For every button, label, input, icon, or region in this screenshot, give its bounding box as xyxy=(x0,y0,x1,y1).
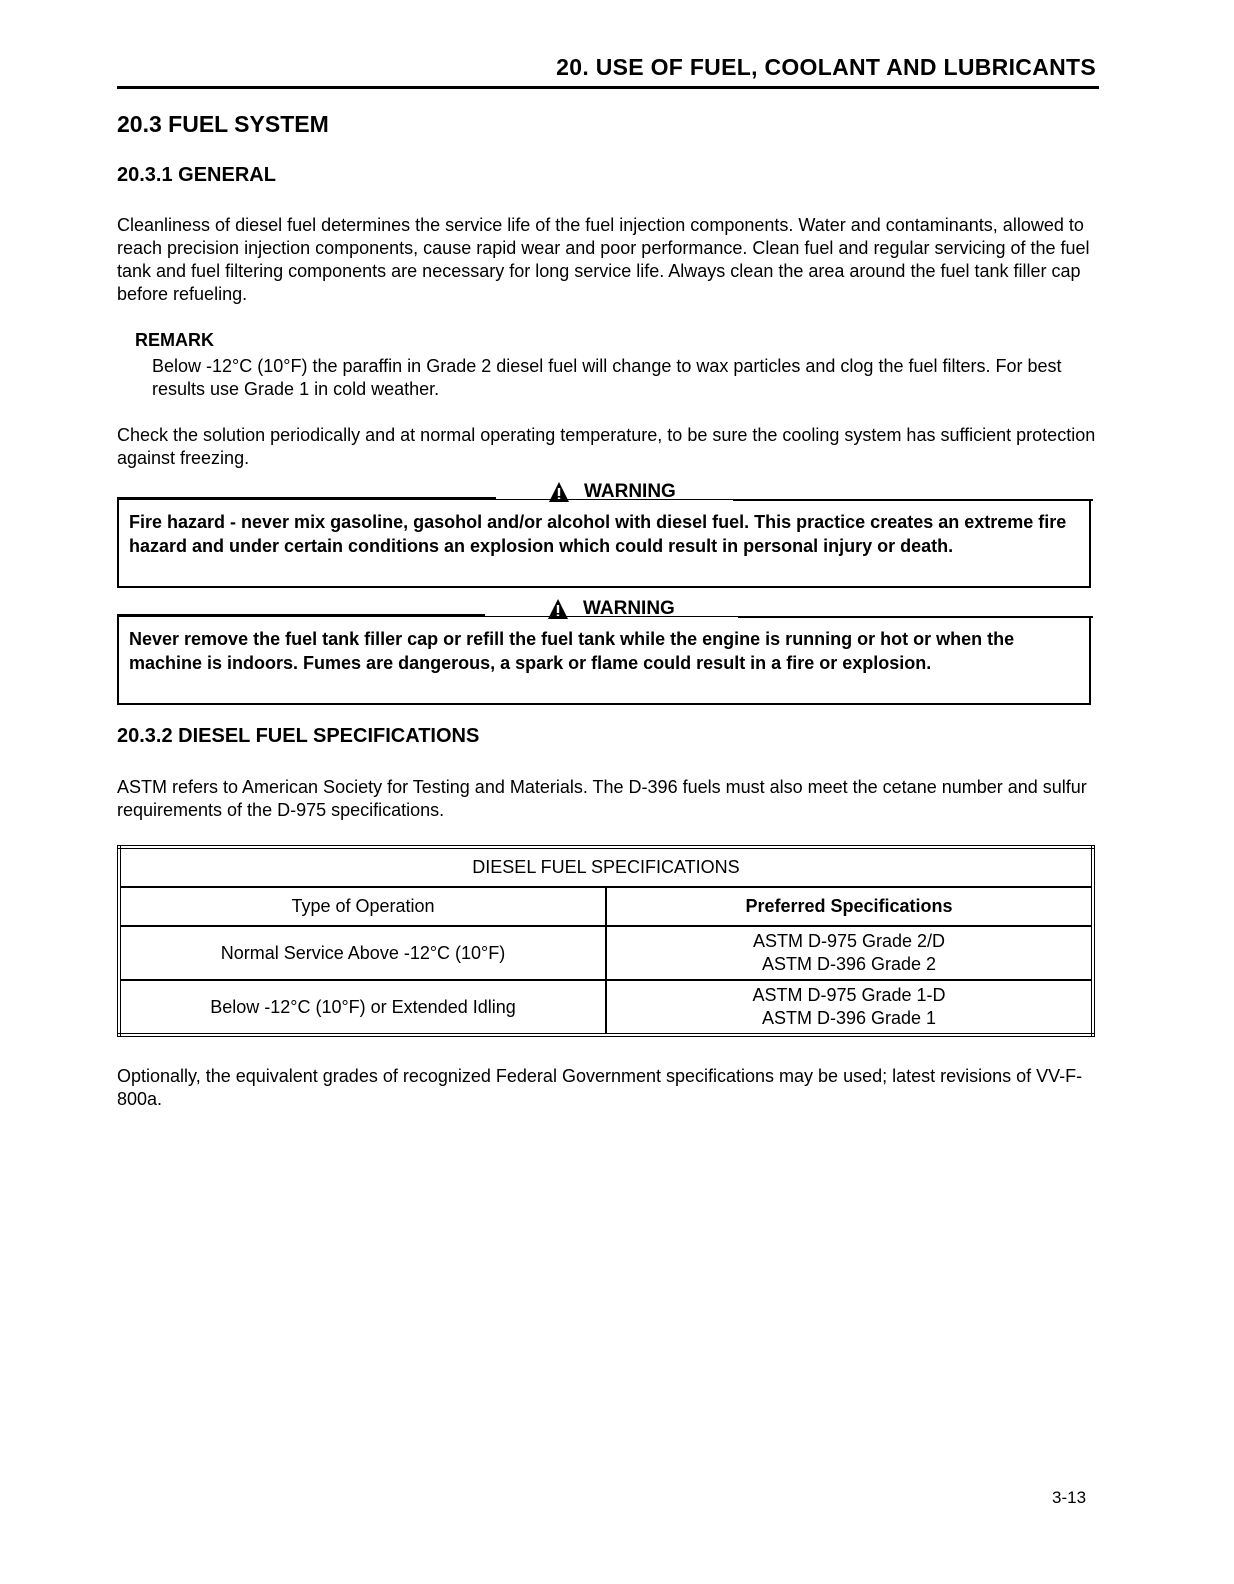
section-title: 20.3 FUEL SYSTEM xyxy=(117,111,329,137)
table-caption: DIESEL FUEL SPECIFICATIONS xyxy=(119,847,1093,887)
table-row xyxy=(119,980,1093,1035)
warning-text: Never remove the fuel tank filler cap or refill the fuel tank while the engine is running or hot or when the machine is indoors. Fumes are dangerous, a spark or flame could result in a fire or explosion. xyxy=(129,629,1015,673)
chapter-rule xyxy=(117,86,1099,89)
warning-box xyxy=(117,616,1091,705)
operation-cell: Below -12°C (10°F) or Extended Idling xyxy=(119,980,606,1035)
remark-label: REMARK xyxy=(135,330,214,350)
spec-line: ASTM D-975 Grade 1-D xyxy=(752,985,946,1005)
table-row xyxy=(119,926,1093,980)
column-header-specifications: Preferred Specifications xyxy=(606,887,1093,926)
spec-cell xyxy=(606,926,1093,980)
warning-label: WARNING xyxy=(583,598,675,619)
column-header-operation: Type of Operation xyxy=(119,887,606,926)
specs-title: 20.3.2 DIESEL FUEL SPECIFICATIONS xyxy=(117,725,480,747)
spec-line: ASTM D-396 Grade 1 xyxy=(761,1008,937,1028)
spec-line: ASTM D-975 Grade 2/D xyxy=(752,931,946,951)
warning-box xyxy=(117,499,1091,588)
specs-table xyxy=(117,845,1095,1037)
spec-cell xyxy=(606,980,1093,1035)
check-paragraph: Check the solution periodically and at normal operating temperature, to be sure the cooling system has sufficient protection against freezing. xyxy=(117,425,1096,468)
chapter-title: 20. USE OF FUEL, COOLANT AND LUBRICANTS xyxy=(556,54,1096,80)
footer-paragraph: Optionally, the equivalent grades of recognized Federal Government specifications may be used; latest revisions of VV-F-800a. xyxy=(117,1066,1083,1109)
operation-cell: Normal Service Above -12°C (10°F) xyxy=(119,926,606,980)
remark-text: Below -12°C (10°F) the paraffin in Grade 2 diesel fuel will change to wax particles and clog the fuel filters. For best results use Grade 1 in cold weather. xyxy=(152,356,1062,399)
spec-line: ASTM D-396 Grade 2 xyxy=(761,954,937,974)
specs-paragraph: ASTM refers to American Society for Testing and Materials. The D-396 fuels must also meet the cetane number and sulfur requirements of the D-975 specifications. xyxy=(117,777,1087,820)
warning-text: Fire hazard - never mix gasoline, gasohol and/or alcohol with diesel fuel. This practice creates an extreme fire hazard and under certain conditions an explosion which could result in personal injury or death. xyxy=(129,512,1067,556)
page-number: 3-13 xyxy=(1052,1488,1087,1507)
general-title: 20.3.1 GENERAL xyxy=(117,164,276,186)
warning-label: WARNING xyxy=(584,481,676,502)
general-paragraph: Cleanliness of diesel fuel determines the service life of the fuel injection components. Water and contaminants, allowed to reach precision injection components, cause rapid wear and poor performance. Clean fuel and regular servicing of the fuel tank and fuel filtering components are necessary for long service life. Always clean the area around the fuel tank filler cap before refueling. xyxy=(117,215,1090,304)
